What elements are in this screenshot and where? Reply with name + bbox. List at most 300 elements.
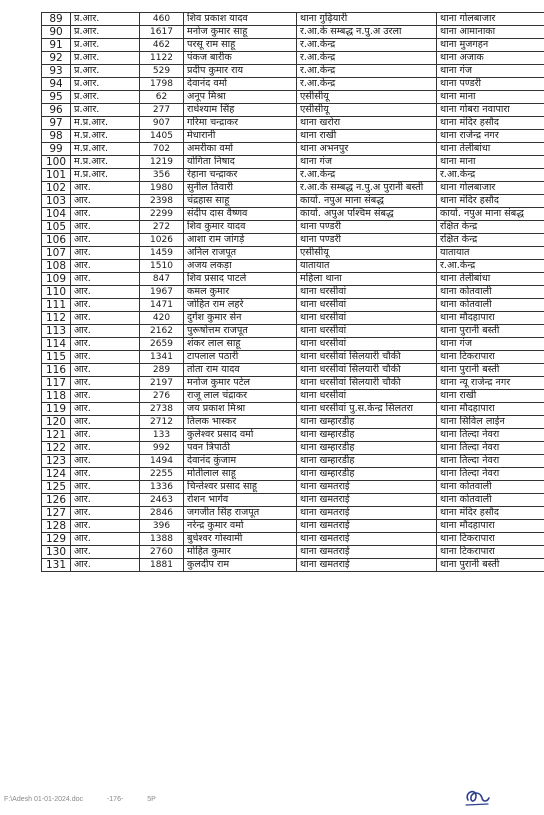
row-name: अजय लकड़ा (184, 260, 297, 273)
row-from-posting: थाना गुढ़ियारी (297, 13, 437, 26)
row-badge-number: 1798 (140, 78, 184, 91)
row-name: मोहित कुमार (184, 546, 297, 559)
row-serial-number: 106 (42, 234, 71, 247)
row-name: शिव कुमार यादव (184, 221, 297, 234)
row-serial-number: 125 (42, 481, 71, 494)
row-serial-number: 123 (42, 455, 71, 468)
row-badge-number: 992 (140, 442, 184, 455)
row-to-posting: थाना टिकरापारा (437, 351, 544, 364)
row-from-posting: थाना खमतराई (297, 494, 437, 507)
table-row (42, 351, 544, 364)
row-badge-number: 289 (140, 364, 184, 377)
row-rank: आर. (71, 195, 140, 208)
row-from-posting: थाना खरोरा (297, 117, 437, 130)
table-row (42, 377, 544, 390)
row-to-posting: थाना गंज (437, 338, 544, 351)
row-badge-number: 462 (140, 39, 184, 52)
row-from-posting: यातायात (297, 260, 437, 273)
row-badge-number: 2255 (140, 468, 184, 481)
row-serial-number: 96 (42, 104, 71, 117)
row-badge-number: 1510 (140, 260, 184, 273)
row-from-posting: थाना खम्हारडीह (297, 455, 437, 468)
row-to-posting: थाना मुजगहन (437, 39, 544, 52)
row-badge-number: 2760 (140, 546, 184, 559)
row-name: जगजीत सिंह राजपूत (184, 507, 297, 520)
row-rank: आर. (71, 559, 140, 572)
row-to-posting: थाना कोतवाली (437, 481, 544, 494)
table-row (42, 364, 544, 377)
row-rank: प्र.आर. (71, 91, 140, 104)
row-from-posting: थाना खम्हारडीह (297, 429, 437, 442)
row-serial-number: 99 (42, 143, 71, 156)
row-from-posting: र.आ.के सम्बद्ध न.पु.अ पुरानी बस्ती (297, 182, 437, 195)
row-badge-number: 396 (140, 520, 184, 533)
row-from-posting: र.आ.केन्द्र (297, 65, 437, 78)
row-from-posting: थाना राखी (297, 130, 437, 143)
row-name: अमरीका वर्मा (184, 143, 297, 156)
row-rank: आर. (71, 403, 140, 416)
row-serial-number: 92 (42, 52, 71, 65)
row-badge-number: 1405 (140, 130, 184, 143)
row-to-posting: र.आ.केन्द्र (437, 260, 544, 273)
table-row (42, 507, 544, 520)
row-from-posting: थाना खम्हारडीह (297, 468, 437, 481)
row-serial-number: 126 (42, 494, 71, 507)
table-row (42, 533, 544, 546)
row-rank: आर. (71, 416, 140, 429)
row-name: देवानंद वर्मा (184, 78, 297, 91)
row-rank: प्र.आर. (71, 78, 140, 91)
row-name: राधेश्याम सिंह (184, 104, 297, 117)
transfer-table (41, 12, 544, 572)
row-serial-number: 109 (42, 273, 71, 286)
row-badge-number: 276 (140, 390, 184, 403)
row-name: जोहित राम लहरे (184, 299, 297, 312)
row-to-posting: थाना आमानाका (437, 26, 544, 39)
row-badge-number: 1026 (140, 234, 184, 247)
table-row (42, 78, 544, 91)
row-name: चिन्तेश्वर प्रसाद साहू (184, 481, 297, 494)
row-to-posting: थाना कोतवाली (437, 494, 544, 507)
row-rank: म.प्र.आर. (71, 143, 140, 156)
row-name: चंद्रहास साहू (184, 195, 297, 208)
row-name: दुर्गेश कुमार सेन (184, 312, 297, 325)
row-serial-number: 107 (42, 247, 71, 260)
row-badge-number: 2846 (140, 507, 184, 520)
row-name: कुलदीप राम (184, 559, 297, 572)
row-from-posting: थाना धरसीवां (297, 390, 437, 403)
row-serial-number: 100 (42, 156, 71, 169)
row-rank: आर. (71, 390, 140, 403)
row-badge-number: 1388 (140, 533, 184, 546)
row-name: जय प्रकाश मिश्रा (184, 403, 297, 416)
table-row (42, 247, 544, 260)
row-name: रेहाना चन्द्राकर (184, 169, 297, 182)
row-serial-number: 115 (42, 351, 71, 364)
row-rank: आर. (71, 260, 140, 273)
row-badge-number: 1459 (140, 247, 184, 260)
row-to-posting: थाना तेलीबांधा (437, 143, 544, 156)
row-serial-number: 128 (42, 520, 71, 533)
table-row (42, 273, 544, 286)
row-from-posting: एसीसीयू (297, 247, 437, 260)
table-row (42, 299, 544, 312)
row-serial-number: 104 (42, 208, 71, 221)
row-rank: म.प्र.आर. (71, 156, 140, 169)
row-badge-number: 1471 (140, 299, 184, 312)
row-badge-number: 420 (140, 312, 184, 325)
table-row (42, 312, 544, 325)
row-badge-number: 133 (140, 429, 184, 442)
table-row (42, 208, 544, 221)
row-to-posting: थाना टिकरापारा (437, 546, 544, 559)
row-to-posting: थाना मंदिर हसौद (437, 507, 544, 520)
row-from-posting: थाना धरसीवां (297, 312, 437, 325)
table-row (42, 546, 544, 559)
row-serial-number: 97 (42, 117, 71, 130)
transfer-table-body (42, 13, 544, 572)
row-to-posting: थाना कोतवाली (437, 286, 544, 299)
row-badge-number: 1122 (140, 52, 184, 65)
row-to-posting: कार्या. नपुअ माना संबद्ध (437, 208, 544, 221)
table-row (42, 481, 544, 494)
row-name: संदीप दास वैष्णव (184, 208, 297, 221)
row-from-posting: र.आ.केन्द्र (297, 169, 437, 182)
row-serial-number: 121 (42, 429, 71, 442)
row-to-posting: थाना पण्डरी (437, 78, 544, 91)
row-badge-number: 1336 (140, 481, 184, 494)
row-from-posting: कार्या. अपुअ पश्चिम संबद्ध (297, 208, 437, 221)
row-name: बुधेश्वर गोस्वामी (184, 533, 297, 546)
row-rank: आर. (71, 325, 140, 338)
row-name: टापलाल पठारी (184, 351, 297, 364)
row-serial-number: 89 (42, 13, 71, 26)
table-row (42, 195, 544, 208)
row-rank: आर. (71, 377, 140, 390)
row-from-posting: थाना खम्हारडीह (297, 416, 437, 429)
row-name: तिलक भास्कर (184, 416, 297, 429)
row-rank: आर. (71, 208, 140, 221)
row-name: देवानंद कुंजाम (184, 455, 297, 468)
table-row (42, 286, 544, 299)
row-serial-number: 108 (42, 260, 71, 273)
row-serial-number: 110 (42, 286, 71, 299)
row-from-posting: थाना धरसीवां (297, 325, 437, 338)
row-rank: आर. (71, 494, 140, 507)
table-row (42, 559, 544, 572)
row-from-posting: महिला थाना (297, 273, 437, 286)
row-from-posting: थाना खम्हारडीह (297, 442, 437, 455)
row-to-posting: थाना कोतवाली (437, 299, 544, 312)
row-to-posting: थाना मंदिर हसौद (437, 195, 544, 208)
row-to-posting: थाना गोबरा नवापारा (437, 104, 544, 117)
row-to-posting: थाना राखी (437, 390, 544, 403)
row-name: कमल कुमार (184, 286, 297, 299)
row-to-posting: थाना गोलबाजार (437, 13, 544, 26)
row-rank: आर. (71, 247, 140, 260)
table-row (42, 91, 544, 104)
row-serial-number: 102 (42, 182, 71, 195)
row-name: सुनील तिवारी (184, 182, 297, 195)
row-rank: आर. (71, 455, 140, 468)
row-serial-number: 112 (42, 312, 71, 325)
row-rank: आर. (71, 351, 140, 364)
row-to-posting: र.आ.केन्द्र (437, 169, 544, 182)
row-rank: आर. (71, 221, 140, 234)
row-badge-number: 1219 (140, 156, 184, 169)
row-badge-number: 2162 (140, 325, 184, 338)
row-to-posting: थाना टिकरापारा (437, 533, 544, 546)
row-serial-number: 131 (42, 559, 71, 572)
table-row (42, 130, 544, 143)
row-name: मनोज कुमार साहू (184, 26, 297, 39)
row-from-posting: थाना धरसीवां (297, 299, 437, 312)
table-row (42, 468, 544, 481)
row-to-posting: थाना माना (437, 156, 544, 169)
table-row (42, 260, 544, 273)
row-serial-number: 129 (42, 533, 71, 546)
row-badge-number: 907 (140, 117, 184, 130)
row-badge-number: 1617 (140, 26, 184, 39)
row-badge-number: 2712 (140, 416, 184, 429)
row-from-posting: थाना खमतराई (297, 559, 437, 572)
row-badge-number: 1494 (140, 455, 184, 468)
row-serial-number: 114 (42, 338, 71, 351)
row-name: शिव प्रसाद पाटले (184, 273, 297, 286)
row-from-posting: थाना अभनपुर (297, 143, 437, 156)
row-from-posting: थाना खमतराई (297, 507, 437, 520)
row-serial-number: 116 (42, 364, 71, 377)
row-name: अनूप मिश्रा (184, 91, 297, 104)
table-row (42, 65, 544, 78)
row-serial-number: 90 (42, 26, 71, 39)
row-badge-number: 1881 (140, 559, 184, 572)
table-row (42, 39, 544, 52)
row-from-posting: थाना धरसीवां (297, 338, 437, 351)
row-serial-number: 101 (42, 169, 71, 182)
row-rank: प्र.आर. (71, 65, 140, 78)
row-from-posting: थाना गंज (297, 156, 437, 169)
row-to-posting: थाना तिल्दा नेवरा (437, 468, 544, 481)
table-row (42, 325, 544, 338)
table-row (42, 182, 544, 195)
row-name: आशा राम जांगड़े (184, 234, 297, 247)
footer-file-path: F:\Adesh 01-01-2024.doc (4, 796, 83, 803)
row-to-posting: थाना तिल्दा नेवरा (437, 429, 544, 442)
row-name: शंकर लाल साहू (184, 338, 297, 351)
row-to-posting: रक्षित केन्द्र (437, 234, 544, 247)
row-rank: आर. (71, 286, 140, 299)
row-to-posting: थाना गोलबाजार (437, 182, 544, 195)
row-rank: आर. (71, 429, 140, 442)
row-to-posting: थाना पुरानी बस्ती (437, 364, 544, 377)
table-row (42, 143, 544, 156)
row-serial-number: 122 (42, 442, 71, 455)
row-serial-number: 120 (42, 416, 71, 429)
row-serial-number: 105 (42, 221, 71, 234)
row-name: गरिमा चन्द्राकर (184, 117, 297, 130)
row-name: पुरूषोत्तम राजपूत (184, 325, 297, 338)
row-rank: आर. (71, 546, 140, 559)
row-to-posting: रक्षित केन्द्र (437, 221, 544, 234)
row-rank: आर. (71, 442, 140, 455)
row-rank: प्र.आर. (71, 52, 140, 65)
row-name: अनिल राजपूत (184, 247, 297, 260)
row-to-posting: यातायात (437, 247, 544, 260)
row-badge-number: 277 (140, 104, 184, 117)
row-rank: म.प्र.आर. (71, 117, 140, 130)
row-rank: आर. (71, 182, 140, 195)
table-row (42, 442, 544, 455)
row-rank: आर. (71, 468, 140, 481)
row-from-posting: थाना धरसीवां सिलयारी चौकी (297, 377, 437, 390)
row-from-posting: थाना धरसीवां (297, 286, 437, 299)
row-name: शिव प्रकाश यादव (184, 13, 297, 26)
page-footer (4, 796, 178, 803)
row-from-posting: थाना खमतराई (297, 533, 437, 546)
row-name: कुलेश्वर प्रसाद वर्मा (184, 429, 297, 442)
row-serial-number: 119 (42, 403, 71, 416)
row-name: प्रदीप कुमार राय (184, 65, 297, 78)
table-row (42, 221, 544, 234)
table-row (42, 13, 544, 26)
row-from-posting: र.आ.के सम्बद्ध न.पु.अ उरला (297, 26, 437, 39)
row-name: पंकज बारीक (184, 52, 297, 65)
row-serial-number: 91 (42, 39, 71, 52)
row-badge-number: 847 (140, 273, 184, 286)
row-badge-number: 1967 (140, 286, 184, 299)
row-badge-number: 2197 (140, 377, 184, 390)
row-from-posting: कार्या. नपुअ माना संबद्ध (297, 195, 437, 208)
row-to-posting: थाना तिल्दा नेवरा (437, 442, 544, 455)
row-from-posting: एसीसीयू (297, 104, 437, 117)
table-row (42, 403, 544, 416)
table-row (42, 416, 544, 429)
row-rank: आर. (71, 533, 140, 546)
row-badge-number: 272 (140, 221, 184, 234)
row-from-posting: थाना खमतराई (297, 546, 437, 559)
row-rank: आर. (71, 234, 140, 247)
row-rank: आर. (71, 507, 140, 520)
row-to-posting: थाना मौदहापारा (437, 312, 544, 325)
row-from-posting: थाना धरसीवां सिलयारी चौकी (297, 364, 437, 377)
row-serial-number: 103 (42, 195, 71, 208)
row-name: मेधारानी (184, 130, 297, 143)
row-rank: म.प्र.आर. (71, 169, 140, 182)
footer-extra: 5P (147, 796, 156, 803)
row-to-posting: थाना मंदिर हसौद (437, 117, 544, 130)
row-name: राजू लाल चंद्राकर (184, 390, 297, 403)
row-badge-number: 1980 (140, 182, 184, 195)
row-name: परसू राम साहू (184, 39, 297, 52)
row-serial-number: 130 (42, 546, 71, 559)
table-row (42, 156, 544, 169)
row-from-posting: थाना पण्डरी (297, 221, 437, 234)
row-to-posting: थाना पुरानी बस्ती (437, 559, 544, 572)
row-rank: प्र.आर. (71, 39, 140, 52)
row-serial-number: 94 (42, 78, 71, 91)
row-serial-number: 124 (42, 468, 71, 481)
row-rank: आर. (71, 299, 140, 312)
row-to-posting: थाना माना (437, 91, 544, 104)
row-serial-number: 111 (42, 299, 71, 312)
row-from-posting: थाना धरसीवां सिलयारी चौकी (297, 351, 437, 364)
row-serial-number: 98 (42, 130, 71, 143)
row-from-posting: एसीसीयू (297, 91, 437, 104)
row-serial-number: 117 (42, 377, 71, 390)
row-badge-number: 1341 (140, 351, 184, 364)
row-from-posting: थाना पण्डरी (297, 234, 437, 247)
row-rank: आर. (71, 364, 140, 377)
table-row (42, 338, 544, 351)
row-rank: आर. (71, 312, 140, 325)
row-to-posting: थाना न्यू राजेन्द्र नगर (437, 377, 544, 390)
row-name: मनोज कुमार पटेल (184, 377, 297, 390)
table-row (42, 429, 544, 442)
row-to-posting: थाना मौदहापारा (437, 520, 544, 533)
table-row (42, 234, 544, 247)
row-to-posting: थाना राजेन्द्र नगर (437, 130, 544, 143)
row-rank: आर. (71, 520, 140, 533)
row-to-posting: थाना गंज (437, 65, 544, 78)
row-to-posting: थाना सिविल लाईन (437, 416, 544, 429)
row-badge-number: 702 (140, 143, 184, 156)
row-to-posting: थाना पुरानी बस्ती (437, 325, 544, 338)
row-name: रोशन भार्गव (184, 494, 297, 507)
row-badge-number: 62 (140, 91, 184, 104)
row-name: पवन त्रिपाठी (184, 442, 297, 455)
table-row (42, 117, 544, 130)
row-rank: आर. (71, 481, 140, 494)
signature-mark (462, 786, 492, 808)
table-row (42, 494, 544, 507)
table-row (42, 52, 544, 65)
row-badge-number: 2299 (140, 208, 184, 221)
row-rank: आर. (71, 338, 140, 351)
footer-page-number: -176- (106, 796, 124, 803)
row-badge-number: 356 (140, 169, 184, 182)
row-name: नरेन्द्र कुमार वर्मा (184, 520, 297, 533)
row-serial-number: 118 (42, 390, 71, 403)
row-badge-number: 529 (140, 65, 184, 78)
row-rank: प्र.आर. (71, 26, 140, 39)
row-badge-number: 2738 (140, 403, 184, 416)
row-serial-number: 93 (42, 65, 71, 78)
row-from-posting: थाना धरसीवां पु.स.केन्द्र सिलतरा (297, 403, 437, 416)
row-rank: आर. (71, 273, 140, 286)
row-name: तोता राम यादव (184, 364, 297, 377)
table-row (42, 520, 544, 533)
row-to-posting: थाना तेलीबांधा (437, 273, 544, 286)
table-row (42, 104, 544, 117)
row-rank: प्र.आर. (71, 104, 140, 117)
table-row (42, 455, 544, 468)
table-row (42, 390, 544, 403)
row-serial-number: 127 (42, 507, 71, 520)
row-from-posting: र.आ.केन्द्र (297, 39, 437, 52)
table-row (42, 26, 544, 39)
row-to-posting: थाना अजाक (437, 52, 544, 65)
row-name: योगिता निषाद (184, 156, 297, 169)
row-to-posting: थाना मौदहापारा (437, 403, 544, 416)
row-badge-number: 2463 (140, 494, 184, 507)
row-from-posting: थाना खमतराई (297, 481, 437, 494)
row-badge-number: 2659 (140, 338, 184, 351)
row-name: मोतीलाल साहू (184, 468, 297, 481)
row-to-posting: थाना तिल्दा नेवरा (437, 455, 544, 468)
row-from-posting: र.आ.केन्द्र (297, 78, 437, 91)
row-serial-number: 113 (42, 325, 71, 338)
